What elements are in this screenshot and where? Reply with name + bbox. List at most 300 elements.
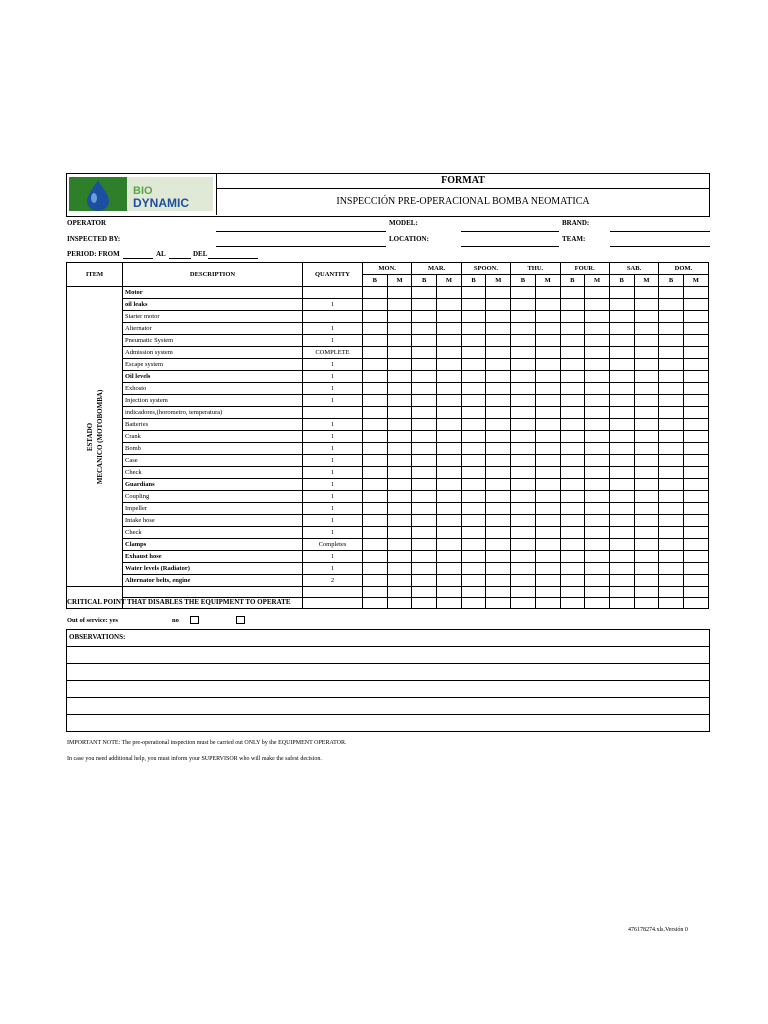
check-cell[interactable] [535, 407, 560, 419]
operator-field[interactable] [216, 231, 386, 232]
check-cell[interactable] [659, 407, 684, 419]
check-cell[interactable] [683, 539, 708, 551]
check-cell[interactable] [363, 479, 388, 491]
check-cell[interactable] [511, 395, 536, 407]
check-cell[interactable] [511, 299, 536, 311]
check-cell[interactable] [609, 299, 634, 311]
check-cell[interactable] [461, 455, 486, 467]
check-cell[interactable] [412, 407, 437, 419]
check-cell[interactable] [511, 467, 536, 479]
check-cell[interactable] [609, 323, 634, 335]
check-cell[interactable] [412, 515, 437, 527]
check-cell[interactable] [437, 479, 462, 491]
check-cell[interactable] [387, 539, 412, 551]
check-cell[interactable] [609, 431, 634, 443]
check-cell[interactable] [585, 419, 610, 431]
check-cell[interactable] [585, 395, 610, 407]
check-cell[interactable] [461, 431, 486, 443]
check-cell[interactable] [387, 287, 412, 299]
check-cell[interactable] [412, 323, 437, 335]
check-cell[interactable] [461, 479, 486, 491]
check-cell[interactable] [535, 455, 560, 467]
check-cell[interactable] [585, 371, 610, 383]
check-cell[interactable] [585, 383, 610, 395]
check-cell[interactable] [511, 359, 536, 371]
check-cell[interactable] [387, 527, 412, 539]
check-cell[interactable] [437, 491, 462, 503]
check-cell[interactable] [609, 479, 634, 491]
check-cell[interactable] [437, 598, 462, 609]
check-cell[interactable] [535, 395, 560, 407]
out-of-service-no-checkbox[interactable] [236, 616, 245, 624]
check-cell[interactable] [363, 419, 388, 431]
check-cell[interactable] [363, 323, 388, 335]
check-cell[interactable] [560, 395, 585, 407]
check-cell[interactable] [412, 467, 437, 479]
check-cell[interactable] [511, 587, 536, 598]
check-cell[interactable] [585, 431, 610, 443]
period-del-field[interactable] [208, 258, 258, 259]
check-cell[interactable] [363, 287, 388, 299]
check-cell[interactable] [560, 323, 585, 335]
check-cell[interactable] [683, 479, 708, 491]
check-cell[interactable] [535, 575, 560, 587]
check-cell[interactable] [535, 563, 560, 575]
check-cell[interactable] [535, 551, 560, 563]
check-cell[interactable] [461, 443, 486, 455]
check-cell[interactable] [535, 419, 560, 431]
check-cell[interactable] [560, 443, 585, 455]
check-cell[interactable] [560, 467, 585, 479]
check-cell[interactable] [486, 299, 511, 311]
check-cell[interactable] [461, 347, 486, 359]
check-cell[interactable] [609, 383, 634, 395]
check-cell[interactable] [659, 371, 684, 383]
check-cell[interactable] [634, 347, 659, 359]
check-cell[interactable] [535, 347, 560, 359]
check-cell[interactable] [609, 551, 634, 563]
check-cell[interactable] [560, 455, 585, 467]
check-cell[interactable] [634, 335, 659, 347]
check-cell[interactable] [437, 311, 462, 323]
check-cell[interactable] [609, 395, 634, 407]
check-cell[interactable] [461, 419, 486, 431]
observation-line[interactable] [67, 715, 710, 732]
check-cell[interactable] [511, 443, 536, 455]
check-cell[interactable] [535, 527, 560, 539]
check-cell[interactable] [585, 551, 610, 563]
check-cell[interactable] [609, 287, 634, 299]
check-cell[interactable] [461, 587, 486, 598]
check-cell[interactable] [634, 359, 659, 371]
check-cell[interactable] [634, 598, 659, 609]
check-cell[interactable] [560, 347, 585, 359]
check-cell[interactable] [363, 587, 388, 598]
check-cell[interactable] [412, 299, 437, 311]
check-cell[interactable] [511, 431, 536, 443]
check-cell[interactable] [412, 383, 437, 395]
check-cell[interactable] [535, 383, 560, 395]
check-cell[interactable] [535, 299, 560, 311]
check-cell[interactable] [412, 598, 437, 609]
check-cell[interactable] [683, 575, 708, 587]
check-cell[interactable] [437, 563, 462, 575]
check-cell[interactable] [412, 575, 437, 587]
check-cell[interactable] [511, 515, 536, 527]
check-cell[interactable] [560, 491, 585, 503]
check-cell[interactable] [609, 598, 634, 609]
check-cell[interactable] [363, 491, 388, 503]
check-cell[interactable] [634, 287, 659, 299]
check-cell[interactable] [486, 491, 511, 503]
check-cell[interactable] [585, 311, 610, 323]
check-cell[interactable] [511, 479, 536, 491]
check-cell[interactable] [437, 335, 462, 347]
check-cell[interactable] [461, 407, 486, 419]
check-cell[interactable] [486, 347, 511, 359]
check-cell[interactable] [683, 299, 708, 311]
check-cell[interactable] [659, 419, 684, 431]
check-cell[interactable] [609, 419, 634, 431]
check-cell[interactable] [363, 539, 388, 551]
period-from-field[interactable] [123, 258, 153, 259]
check-cell[interactable] [585, 335, 610, 347]
check-cell[interactable] [585, 491, 610, 503]
check-cell[interactable] [659, 515, 684, 527]
check-cell[interactable] [387, 371, 412, 383]
check-cell[interactable] [634, 539, 659, 551]
check-cell[interactable] [387, 587, 412, 598]
check-cell[interactable] [412, 335, 437, 347]
check-cell[interactable] [659, 479, 684, 491]
check-cell[interactable] [585, 563, 610, 575]
check-cell[interactable] [363, 371, 388, 383]
check-cell[interactable] [535, 515, 560, 527]
check-cell[interactable] [511, 527, 536, 539]
check-cell[interactable] [387, 431, 412, 443]
check-cell[interactable] [437, 371, 462, 383]
check-cell[interactable] [437, 503, 462, 515]
check-cell[interactable] [683, 491, 708, 503]
check-cell[interactable] [461, 383, 486, 395]
check-cell[interactable] [659, 575, 684, 587]
check-cell[interactable] [437, 383, 462, 395]
check-cell[interactable] [659, 503, 684, 515]
check-cell[interactable] [535, 323, 560, 335]
check-cell[interactable] [609, 455, 634, 467]
check-cell[interactable] [486, 323, 511, 335]
check-cell[interactable] [363, 455, 388, 467]
check-cell[interactable] [683, 503, 708, 515]
check-cell[interactable] [437, 419, 462, 431]
check-cell[interactable] [609, 443, 634, 455]
check-cell[interactable] [486, 407, 511, 419]
check-cell[interactable] [535, 311, 560, 323]
check-cell[interactable] [412, 587, 437, 598]
check-cell[interactable] [437, 395, 462, 407]
check-cell[interactable] [634, 395, 659, 407]
check-cell[interactable] [511, 563, 536, 575]
check-cell[interactable] [387, 395, 412, 407]
check-cell[interactable] [511, 407, 536, 419]
check-cell[interactable] [585, 467, 610, 479]
check-cell[interactable] [634, 371, 659, 383]
check-cell[interactable] [683, 587, 708, 598]
check-cell[interactable] [461, 539, 486, 551]
check-cell[interactable] [511, 383, 536, 395]
check-cell[interactable] [363, 503, 388, 515]
check-cell[interactable] [486, 395, 511, 407]
check-cell[interactable] [437, 527, 462, 539]
check-cell[interactable] [609, 371, 634, 383]
check-cell[interactable] [363, 395, 388, 407]
check-cell[interactable] [659, 395, 684, 407]
check-cell[interactable] [511, 575, 536, 587]
check-cell[interactable] [560, 503, 585, 515]
check-cell[interactable] [486, 311, 511, 323]
check-cell[interactable] [585, 407, 610, 419]
check-cell[interactable] [535, 539, 560, 551]
check-cell[interactable] [486, 431, 511, 443]
check-cell[interactable] [387, 503, 412, 515]
check-cell[interactable] [387, 347, 412, 359]
check-cell[interactable] [437, 575, 462, 587]
check-cell[interactable] [585, 299, 610, 311]
check-cell[interactable] [609, 491, 634, 503]
check-cell[interactable] [412, 359, 437, 371]
check-cell[interactable] [437, 551, 462, 563]
check-cell[interactable] [511, 551, 536, 563]
check-cell[interactable] [659, 598, 684, 609]
check-cell[interactable] [535, 287, 560, 299]
check-cell[interactable] [412, 431, 437, 443]
check-cell[interactable] [412, 455, 437, 467]
check-cell[interactable] [535, 587, 560, 598]
check-cell[interactable] [634, 503, 659, 515]
check-cell[interactable] [659, 455, 684, 467]
check-cell[interactable] [609, 527, 634, 539]
check-cell[interactable] [461, 359, 486, 371]
observation-line[interactable] [67, 681, 710, 698]
check-cell[interactable] [461, 287, 486, 299]
check-cell[interactable] [634, 383, 659, 395]
check-cell[interactable] [363, 527, 388, 539]
check-cell[interactable] [683, 467, 708, 479]
check-cell[interactable] [511, 335, 536, 347]
check-cell[interactable] [560, 587, 585, 598]
check-cell[interactable] [634, 419, 659, 431]
check-cell[interactable] [634, 431, 659, 443]
check-cell[interactable] [486, 371, 511, 383]
check-cell[interactable] [659, 359, 684, 371]
check-cell[interactable] [585, 359, 610, 371]
check-cell[interactable] [560, 575, 585, 587]
check-cell[interactable] [387, 311, 412, 323]
check-cell[interactable] [683, 515, 708, 527]
check-cell[interactable] [634, 563, 659, 575]
check-cell[interactable] [437, 431, 462, 443]
check-cell[interactable] [461, 503, 486, 515]
check-cell[interactable] [437, 323, 462, 335]
check-cell[interactable] [560, 419, 585, 431]
check-cell[interactable] [412, 395, 437, 407]
check-cell[interactable] [412, 539, 437, 551]
check-cell[interactable] [437, 467, 462, 479]
check-cell[interactable] [609, 335, 634, 347]
check-cell[interactable] [437, 539, 462, 551]
check-cell[interactable] [634, 527, 659, 539]
check-cell[interactable] [363, 575, 388, 587]
check-cell[interactable] [486, 383, 511, 395]
check-cell[interactable] [560, 527, 585, 539]
check-cell[interactable] [486, 455, 511, 467]
check-cell[interactable] [560, 551, 585, 563]
check-cell[interactable] [609, 503, 634, 515]
check-cell[interactable] [560, 563, 585, 575]
check-cell[interactable] [461, 491, 486, 503]
check-cell[interactable] [511, 419, 536, 431]
check-cell[interactable] [659, 311, 684, 323]
check-cell[interactable] [585, 323, 610, 335]
check-cell[interactable] [437, 587, 462, 598]
check-cell[interactable] [609, 359, 634, 371]
observation-line[interactable] [67, 664, 710, 681]
check-cell[interactable] [560, 359, 585, 371]
check-cell[interactable] [634, 491, 659, 503]
check-cell[interactable] [461, 527, 486, 539]
check-cell[interactable] [659, 563, 684, 575]
check-cell[interactable] [585, 527, 610, 539]
check-cell[interactable] [659, 491, 684, 503]
model-field[interactable] [461, 231, 559, 232]
check-cell[interactable] [683, 371, 708, 383]
check-cell[interactable] [535, 479, 560, 491]
check-cell[interactable] [511, 455, 536, 467]
inspected-by-field[interactable] [216, 246, 386, 247]
check-cell[interactable] [363, 347, 388, 359]
check-cell[interactable] [461, 323, 486, 335]
check-cell[interactable] [634, 515, 659, 527]
check-cell[interactable] [683, 323, 708, 335]
check-cell[interactable] [683, 455, 708, 467]
check-cell[interactable] [412, 563, 437, 575]
check-cell[interactable] [560, 598, 585, 609]
check-cell[interactable] [486, 443, 511, 455]
check-cell[interactable] [659, 299, 684, 311]
check-cell[interactable] [437, 347, 462, 359]
check-cell[interactable] [387, 299, 412, 311]
check-cell[interactable] [585, 287, 610, 299]
check-cell[interactable] [634, 443, 659, 455]
check-cell[interactable] [486, 563, 511, 575]
check-cell[interactable] [560, 299, 585, 311]
check-cell[interactable] [659, 347, 684, 359]
check-cell[interactable] [486, 515, 511, 527]
check-cell[interactable] [461, 575, 486, 587]
period-al-field[interactable] [169, 258, 191, 259]
check-cell[interactable] [437, 287, 462, 299]
team-field[interactable] [610, 246, 710, 247]
check-cell[interactable] [363, 443, 388, 455]
check-cell[interactable] [387, 563, 412, 575]
check-cell[interactable] [511, 311, 536, 323]
check-cell[interactable] [560, 539, 585, 551]
check-cell[interactable] [683, 347, 708, 359]
check-cell[interactable] [535, 371, 560, 383]
check-cell[interactable] [609, 587, 634, 598]
check-cell[interactable] [585, 598, 610, 609]
check-cell[interactable] [683, 287, 708, 299]
check-cell[interactable] [560, 431, 585, 443]
check-cell[interactable] [412, 347, 437, 359]
check-cell[interactable] [683, 335, 708, 347]
check-cell[interactable] [486, 287, 511, 299]
check-cell[interactable] [363, 563, 388, 575]
check-cell[interactable] [585, 515, 610, 527]
check-cell[interactable] [683, 598, 708, 609]
check-cell[interactable] [560, 311, 585, 323]
check-cell[interactable] [387, 479, 412, 491]
check-cell[interactable] [609, 467, 634, 479]
location-field[interactable] [461, 246, 559, 247]
check-cell[interactable] [363, 335, 388, 347]
check-cell[interactable] [363, 299, 388, 311]
out-of-service-yes-checkbox[interactable] [190, 616, 199, 624]
check-cell[interactable] [461, 311, 486, 323]
check-cell[interactable] [560, 287, 585, 299]
check-cell[interactable] [387, 383, 412, 395]
check-cell[interactable] [585, 347, 610, 359]
check-cell[interactable] [363, 383, 388, 395]
check-cell[interactable] [387, 359, 412, 371]
observation-line[interactable] [67, 647, 710, 664]
check-cell[interactable] [659, 551, 684, 563]
check-cell[interactable] [412, 551, 437, 563]
check-cell[interactable] [585, 575, 610, 587]
check-cell[interactable] [511, 287, 536, 299]
check-cell[interactable] [486, 503, 511, 515]
check-cell[interactable] [535, 491, 560, 503]
check-cell[interactable] [683, 359, 708, 371]
check-cell[interactable] [659, 587, 684, 598]
check-cell[interactable] [387, 575, 412, 587]
check-cell[interactable] [387, 551, 412, 563]
check-cell[interactable] [412, 371, 437, 383]
check-cell[interactable] [363, 311, 388, 323]
check-cell[interactable] [683, 311, 708, 323]
check-cell[interactable] [412, 311, 437, 323]
check-cell[interactable] [659, 467, 684, 479]
check-cell[interactable] [412, 479, 437, 491]
check-cell[interactable] [609, 347, 634, 359]
check-cell[interactable] [535, 598, 560, 609]
check-cell[interactable] [437, 359, 462, 371]
check-cell[interactable] [609, 539, 634, 551]
check-cell[interactable] [461, 395, 486, 407]
check-cell[interactable] [683, 443, 708, 455]
check-cell[interactable] [634, 311, 659, 323]
check-cell[interactable] [560, 371, 585, 383]
check-cell[interactable] [560, 383, 585, 395]
check-cell[interactable] [437, 455, 462, 467]
check-cell[interactable] [461, 299, 486, 311]
check-cell[interactable] [363, 467, 388, 479]
check-cell[interactable] [609, 407, 634, 419]
check-cell[interactable] [437, 515, 462, 527]
check-cell[interactable] [634, 299, 659, 311]
check-cell[interactable] [486, 419, 511, 431]
check-cell[interactable] [363, 359, 388, 371]
